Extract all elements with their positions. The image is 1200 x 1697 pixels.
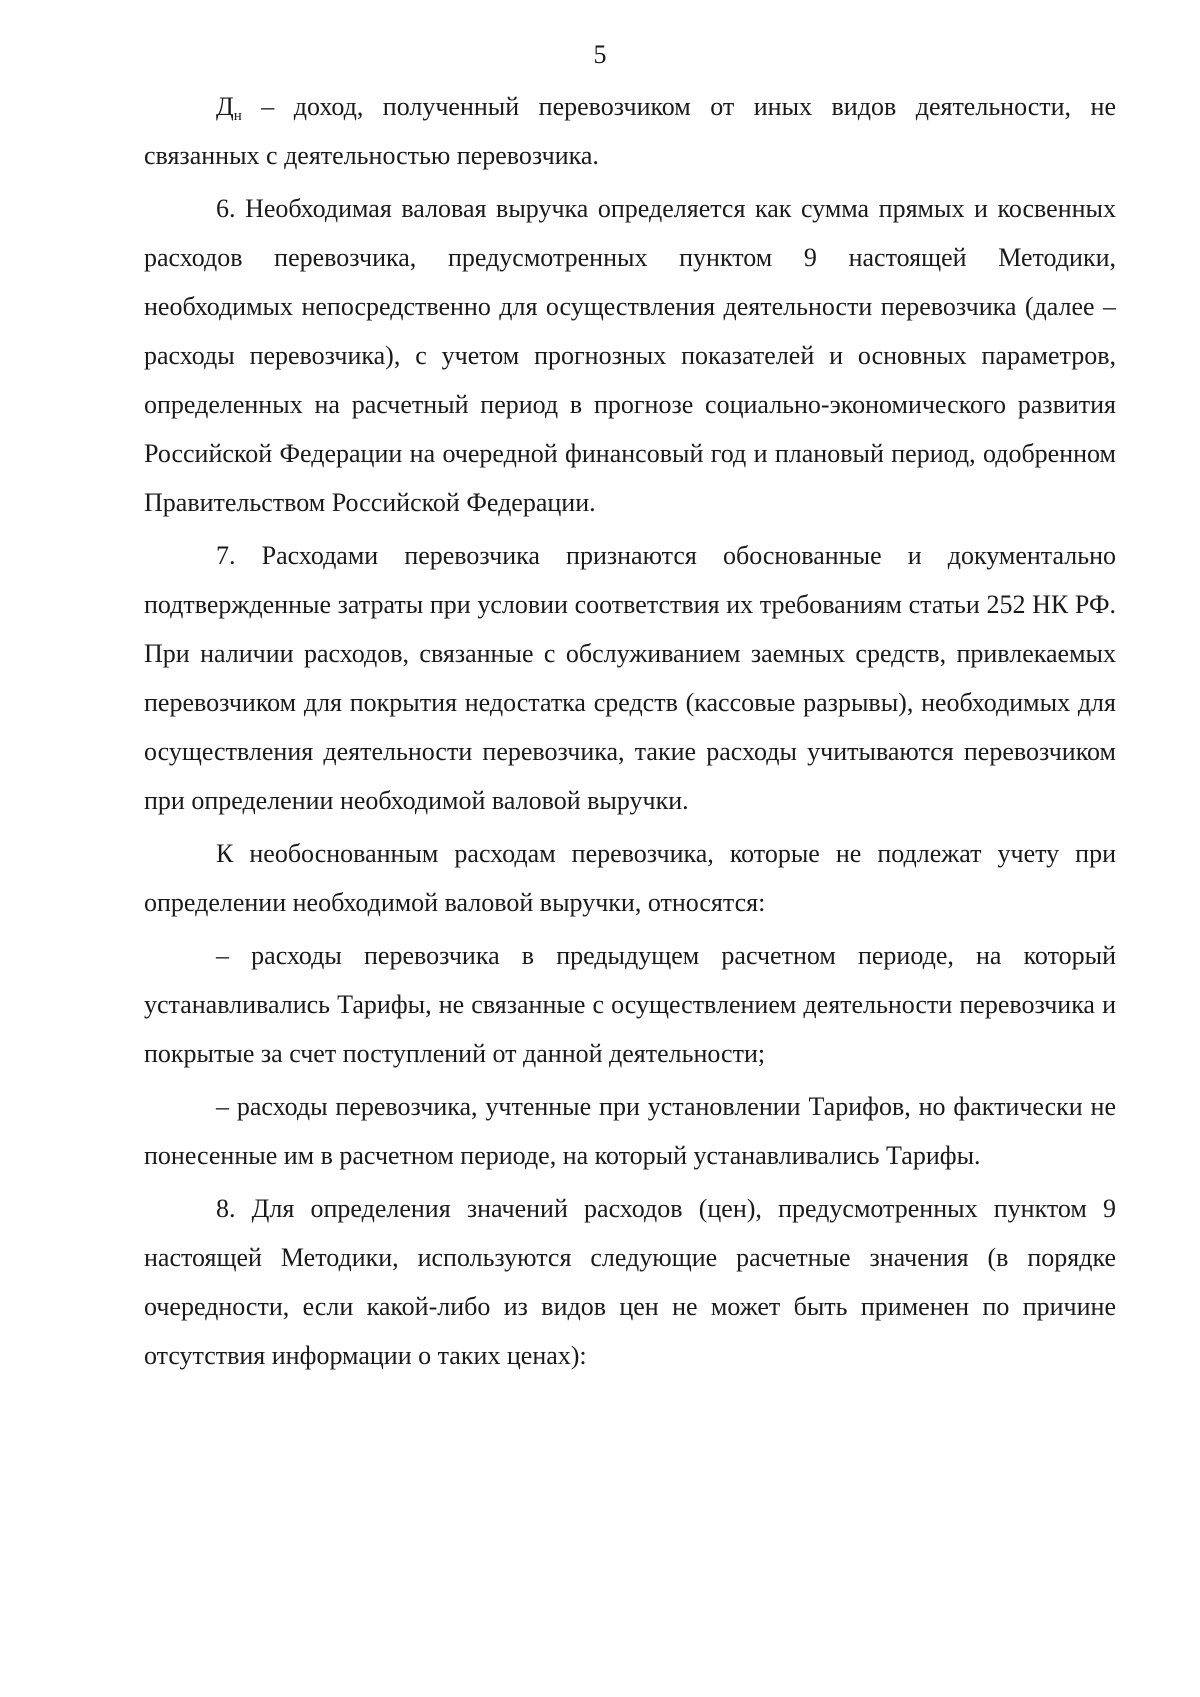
income-symbol-subscript: н bbox=[233, 108, 242, 124]
income-definition-text: – доход, полученный перевозчиком от иных видов деятельности, не связанных с деятельностью перевозчика. bbox=[144, 92, 1116, 170]
page-number: 5 bbox=[593, 40, 607, 69]
paragraph-unjustified-expenses: К необоснованным расходам перевозчика, которые не подлежат учету при определении необходимой валовой выручки, относятся: bbox=[144, 839, 1116, 917]
income-symbol: Д bbox=[216, 92, 234, 121]
paragraph-6: 6. Необходимая валовая выручка определяется как сумма прямых и косвенных расходов перевозчика, предусмотренных пунктом 9 настоящей Методики, необходимых непосредственно для осуществления деятельности перевозчика (далее – расходы перевозчика), с учетом прогнозных показателей и основных параметров, определенных на расчетный период в прогнозе социально-экономического развития Российской Федерации на очередной финансовый год и плановый период, одобренном Правительством Российской Федерации. bbox=[144, 194, 1116, 517]
paragraph-income-definition bbox=[144, 82, 1116, 180]
list-item-unincurred-expenses: – расходы перевозчика, учтенные при установлении Тарифов, но фактически не понесенные им в расчетном периоде, на который устанавливались Тарифы. bbox=[144, 1092, 1116, 1170]
paragraph-7: 7. Расходами перевозчика признаются обоснованные и документально подтвержденные затраты при условии соответствия их требованиям статьи 252 НК РФ. При наличии расходов, связанные с обслуживанием заемных средств, привлекаемых перевозчиком для покрытия недостатка средств (кассовые разрывы), необходимых для осуществления деятельности перевозчика, такие расходы учитываются перевозчиком при определении необходимой валовой выручки. bbox=[144, 541, 1116, 815]
list-item-previous-period-expenses: – расходы перевозчика в предыдущем расчетном периоде, на который устанавливались Тарифы, не связанные с осуществлением деятельности перевозчика и покрытые за счет поступлений от данной деятельности; bbox=[144, 941, 1116, 1068]
document-body bbox=[144, 82, 1116, 1384]
paragraph-8: 8. Для определения значений расходов (цен), предусмотренных пунктом 9 настоящей Методики, используются следующие расчетные значения (в порядке очередности, если какой-либо из видов цен не может быть применен по причине отсутствия информации о таких ценах): bbox=[144, 1194, 1116, 1370]
